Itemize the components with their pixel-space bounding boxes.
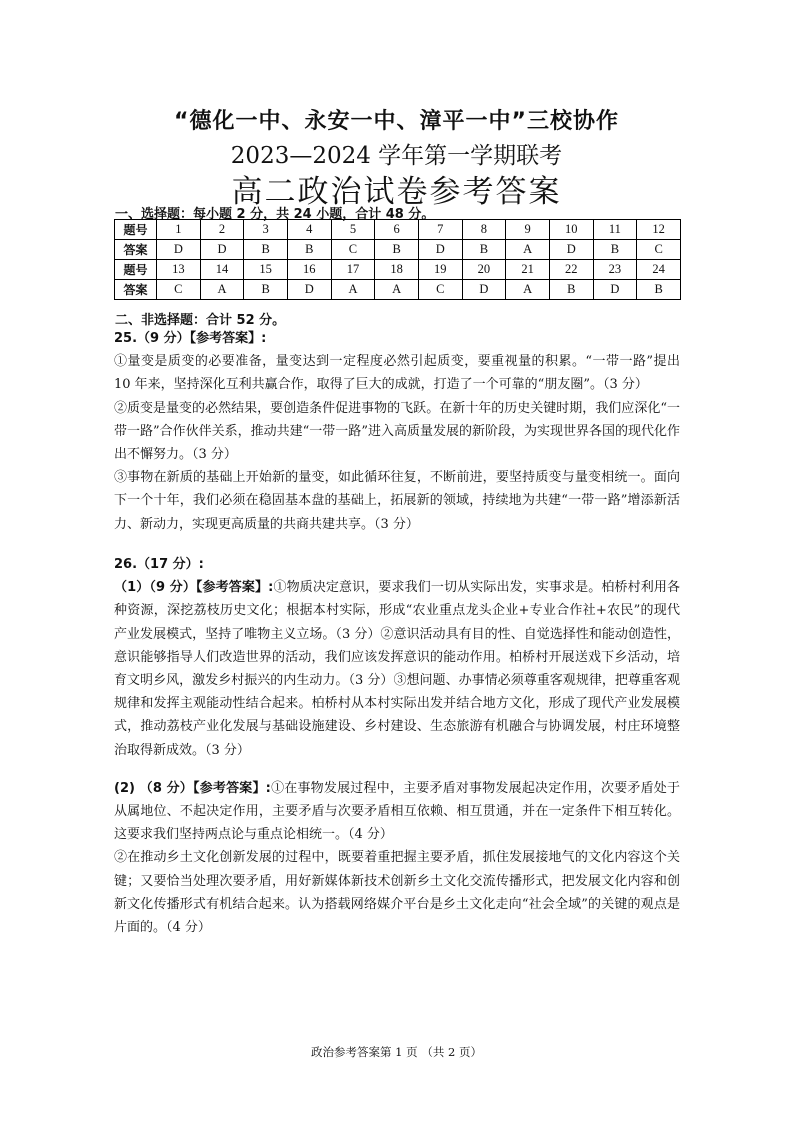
section1-title: 一、选择题：每小题 2 分，共 24 小题，合计 48 分。 [115,207,435,222]
q-answer: B [593,240,637,260]
q-answer: D [593,280,637,300]
q-answer: D [418,240,462,260]
q25-block [114,327,680,536]
table-row-numbers-2 [115,260,681,280]
q26-part2 [114,777,680,847]
q-num: 24 [637,260,681,280]
table-row-answers-2 [115,280,681,300]
q-answer: B [287,240,331,260]
q-answer: B [637,280,681,300]
q-answer: A [375,280,419,300]
row-label-ans: 答案 [115,280,157,300]
q-answer: B [462,240,506,260]
q-num: 20 [462,260,506,280]
q-answer: D [157,240,201,260]
q-num: 17 [331,260,375,280]
q-answer: C [418,280,462,300]
paper-title: 高二政治试卷参考答案 [231,174,562,210]
section2-title: 二、非选择题：合计 52 分。 [115,313,286,328]
q-num: 4 [287,220,331,240]
q26-part1-heading: （1）（9 分）【参考答案】: [114,580,274,596]
q-answer: D [287,280,331,300]
q-answer: D [200,240,244,260]
q-answer: A [200,280,244,300]
q26-part2-point-2: ②在推动乡土文化创新发展的过程中，既要着重把握主要矛盾，抓住发展接地气的文化内容这个关键；又要恰当处理次要矛盾，用好新媒体新技术创新乡土文化交流传播形式，把发展文化内容和创新文化传播形式有机结合起来。认为搭载网络媒介平台是乡土文化走向“社会全域”的关键的观点是片面的。（4 分） [114,850,680,936]
exam-term-title: 2023—2024 学年第一学期联考 [230,143,563,169]
q26-part2-text: ①在事物发展过程中，主要矛盾对事物发展起决定作用，次要矛盾处于从属地位、不起决定作用，主要矛盾与次要矛盾相互依赖、相互贯通，并在一定条件下相互转化。这要求我们坚持两点论与重点论相统一。（4 分） [114,780,680,843]
q25-point-3: ③事物在新质的基础上开始新的量变，如此循环往复，不断前进，要坚持质变与量变相统一。面向下一个十年，我们必须在稳固基本盘的基础上，拓展新的领域，持续地为共建“一带一路”增添新活力、新动力，实现更高质量的共商共建共享。（3 分） [114,470,680,532]
q-num: 2 [200,220,244,240]
q25-point-2: ②质变是量变的必然结果，要创造条件促进事物的飞跃。在新十年的历史关键时期，我们应深化“一带一路”合作伙伴关系，推动共建“一带一路”进入高质量发展的新阶段，为实现世界各国的现代化作出不懈努力。（3 分） [114,400,680,463]
q-num: 8 [462,220,506,240]
q-answer: D [549,240,593,260]
q-num: 13 [157,260,201,280]
q-num: 18 [375,260,419,280]
q-num: 21 [506,260,550,280]
q-answer: C [637,240,681,260]
q-num: 7 [418,220,462,240]
q-num: 1 [157,220,201,240]
q26-part1 [114,576,680,762]
q-num: 6 [375,220,419,240]
q-num: 10 [549,220,593,240]
q-num: 3 [244,220,288,240]
q-answer: A [506,240,550,260]
q26-part1-text: ①物质决定意识，要求我们一切从实际出发，实事求是。柏桥村利用各种资源，深挖荔枝历史文化；根据本村实际，形成“农业重点龙头企业+专业合作社+农民”的现代产业发展模式，坚持了唯物主义立场。（3 分）②意识活动具有目的性、自觉选择性和能动创造性，意识能够指导人们改造世界的活动，我们应该发挥意识的能动作用。柏桥村开展送戏下乡活动，培育文明乡风，激发乡村振兴的内生动力。（3 分）③想问题、办事情必须尊重客观规律，把尊重客观规律和发挥主观能动性结合起来。柏桥村从本村实际出发并结合地方文化，形成了现代产业发展模式，推动荔枝产业化发展与基础设施建设、乡村建设、生态旅游有机融合与协调发展，村庄环境整治取得新成效。（3 分） [114,580,680,758]
q-num: 12 [637,220,681,240]
q-answer: B [375,240,419,260]
q25-heading: 25.（9 分）【参考答案】: [114,331,267,346]
row-label-num: 题号 [115,220,157,240]
q-answer: A [506,280,550,300]
q26-heading: 26.（17 分）: [114,557,204,572]
q-num: 22 [549,260,593,280]
q-num: 14 [200,260,244,280]
answer-table [114,219,681,300]
q-answer: B [549,280,593,300]
q-answer: B [244,240,288,260]
table-row-numbers-1 [115,220,681,240]
q-num: 11 [593,220,637,240]
q-answer: C [331,240,375,260]
q-answer: C [157,280,201,300]
q-num: 23 [593,260,637,280]
q-num: 5 [331,220,375,240]
row-label-num: 题号 [115,260,157,280]
page-footer: 政治参考答案第 1 页 （共 2 页） [311,1045,482,1059]
q26-part2-heading: (2) （8 分）【参考答案】: [114,780,271,796]
q-num: 19 [418,260,462,280]
table-row-answers-1 [115,240,681,260]
q-num: 16 [287,260,331,280]
q26-block [114,553,680,939]
q-num: 9 [506,220,550,240]
school-collab-title: “德化一中、永安一中、漳平一中”三校协作 [174,109,619,134]
q25-point-1: ①量变是质变的必要准备，量变达到一定程度必然引起质变，要重视量的积累。“一带一路”提出 10 年来，坚持深化互利共赢合作，取得了巨大的成就，打造了一个可靠的“朋友圈”。（3 分） [114,354,680,393]
q-num: 15 [244,260,288,280]
row-label-ans: 答案 [115,240,157,260]
q-answer: D [462,280,506,300]
q-answer: A [331,280,375,300]
q-answer: B [244,280,288,300]
